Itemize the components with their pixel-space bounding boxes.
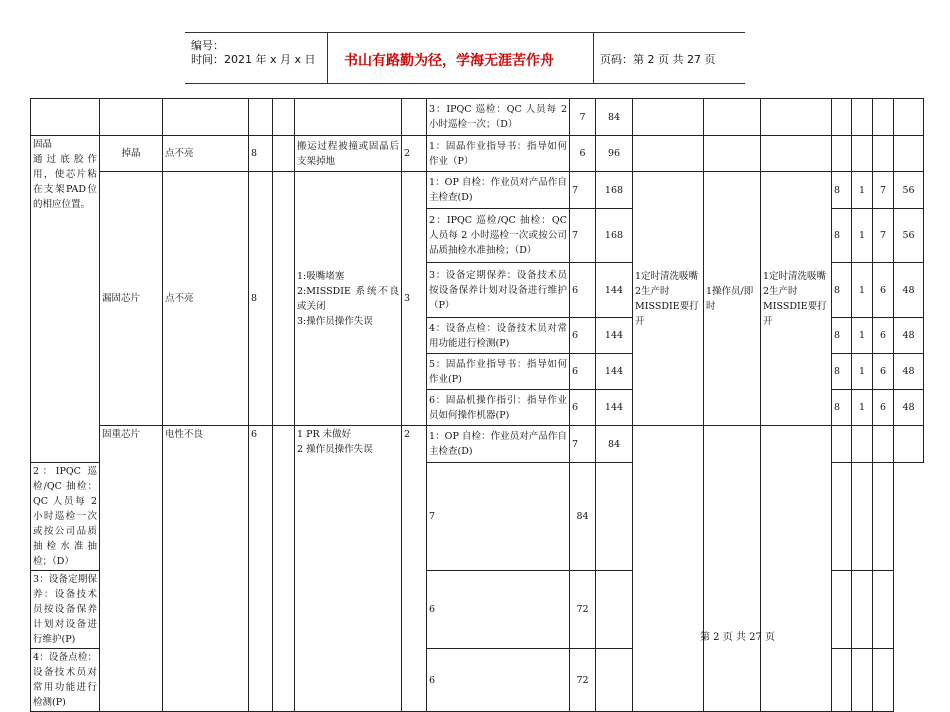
new-occurrence-cell: 1 bbox=[852, 390, 873, 426]
page-label: 页码：第 2 页 共 27 页 bbox=[600, 53, 716, 66]
header-page-cell bbox=[594, 33, 744, 83]
control-cell: 2：IPQC 巡检/QC 抽检：QC 人员每 2 小时巡检一次或按公司品质抽检水准抽检；（D） bbox=[427, 209, 570, 263]
cause-cell: 1 PR 未做好 2 操作员操作失误 bbox=[295, 426, 402, 712]
detection-cell: 7 bbox=[427, 463, 570, 571]
page-header bbox=[185, 32, 745, 84]
new-severity-cell: 8 bbox=[832, 209, 852, 263]
function-cell: 固晶 通过底胶作用，使芯片粘在支架PAD位的相应位置。 bbox=[31, 136, 100, 463]
table-row bbox=[31, 172, 924, 209]
severity-cell: 8 bbox=[249, 172, 273, 426]
new-detection-cell: 6 bbox=[873, 263, 894, 318]
control-cell: 1：OP 自检：作业员对产品作自主检查(D) bbox=[427, 172, 570, 209]
rpn-cell: 168 bbox=[596, 209, 633, 263]
recommended-action-cell: 1定时清洗吸嘴 2生产时MISSDIE要打开 bbox=[633, 172, 704, 426]
header-meta bbox=[185, 33, 328, 83]
new-occurrence-cell: 1 bbox=[852, 354, 873, 390]
new-occurrence-cell: 1 bbox=[852, 263, 873, 318]
detection-cell: 7 bbox=[570, 426, 596, 463]
new-severity-cell: 8 bbox=[832, 354, 852, 390]
new-detection-cell: 7 bbox=[873, 209, 894, 263]
detection-cell: 6 bbox=[570, 263, 596, 318]
rpn-cell: 144 bbox=[596, 390, 633, 426]
detection-cell: 6 bbox=[570, 136, 596, 172]
new-rpn-cell: 56 bbox=[894, 172, 924, 209]
effect-cell: 点不亮 bbox=[163, 172, 249, 426]
new-severity-cell: 8 bbox=[832, 318, 852, 354]
control-cell: 3：IPQC 巡检：QC 人员每 2 小时巡检一次；（D） bbox=[427, 99, 570, 136]
detection-cell: 7 bbox=[570, 209, 596, 263]
action-taken-cell: 1定时清洗吸嘴 2生产时MISSDIE要打开 bbox=[761, 172, 832, 426]
detection-cell: 7 bbox=[570, 172, 596, 209]
rpn-cell: 84 bbox=[596, 99, 633, 136]
rpn-cell: 144 bbox=[596, 318, 633, 354]
rpn-cell: 144 bbox=[596, 263, 633, 318]
failure-mode-cell: 漏固芯片 bbox=[100, 172, 163, 426]
control-cell: 1：固晶作业指导书：指导如何作业（P） bbox=[427, 136, 570, 172]
occurrence-cell: 2 bbox=[402, 136, 427, 172]
cause-cell: 搬运过程被撞或固晶后支架掉地 bbox=[295, 136, 402, 172]
severity-cell: 6 bbox=[249, 426, 273, 712]
detection-cell: 6 bbox=[570, 354, 596, 390]
failure-mode-cell: 掉晶 bbox=[100, 136, 163, 172]
new-rpn-cell: 48 bbox=[894, 390, 924, 426]
rpn-cell: 84 bbox=[596, 426, 633, 463]
new-severity-cell: 8 bbox=[832, 172, 852, 209]
new-rpn-cell: 48 bbox=[894, 263, 924, 318]
effect-cell: 电性不良 bbox=[163, 426, 249, 712]
number-label: 编号： bbox=[191, 39, 224, 52]
rpn-cell: 96 bbox=[596, 136, 633, 172]
new-occurrence-cell: 1 bbox=[852, 318, 873, 354]
table-row bbox=[31, 99, 924, 136]
control-cell: 6：固晶机操作指引：指导作业员如何操作机器(P) bbox=[427, 390, 570, 426]
rpn-cell: 72 bbox=[570, 649, 596, 712]
control-cell: 5：固晶作业指导书：指导如何作业(P) bbox=[427, 354, 570, 390]
new-severity-cell: 8 bbox=[832, 390, 852, 426]
table-row bbox=[31, 136, 924, 172]
detection-cell: 6 bbox=[427, 571, 570, 649]
new-occurrence-cell: 1 bbox=[852, 172, 873, 209]
occurrence-cell: 3 bbox=[402, 172, 427, 426]
new-rpn-cell: 56 bbox=[894, 209, 924, 263]
detection-cell: 6 bbox=[427, 649, 570, 712]
rpn-cell: 144 bbox=[596, 354, 633, 390]
motto: 书山有路勤为径，学海无涯苦作舟 bbox=[344, 53, 554, 69]
new-occurrence-cell: 1 bbox=[852, 209, 873, 263]
rpn-cell: 84 bbox=[570, 463, 596, 571]
effect-cell: 点不亮 bbox=[163, 136, 249, 172]
control-cell: 1：OP 自检：作业员对产品作自主检查(D) bbox=[427, 426, 570, 463]
rpn-cell: 72 bbox=[570, 571, 596, 649]
new-rpn-cell: 48 bbox=[894, 318, 924, 354]
page-footer: 第 2 页 共 27 页 bbox=[700, 632, 775, 643]
control-cell: 4：设备点检：设备技术员对常用功能进行检测(P) bbox=[427, 318, 570, 354]
header-motto-cell bbox=[328, 33, 594, 83]
new-rpn-cell: 48 bbox=[894, 354, 924, 390]
occurrence-cell: 2 bbox=[402, 426, 427, 712]
new-detection-cell: 6 bbox=[873, 390, 894, 426]
fmea-table bbox=[30, 98, 924, 712]
time-label: 时间：2021 年 x 月 x 日 bbox=[191, 53, 316, 66]
control-cell: 4：设备点检：设备技术员对常用功能进行检测(P) bbox=[31, 649, 100, 712]
owner-cell: 1操作员/即时 bbox=[704, 172, 761, 426]
new-detection-cell: 6 bbox=[873, 318, 894, 354]
control-cell: 3：设备定期保养：设备技术员按设备保养计划对设备进行维护(P) bbox=[31, 571, 100, 649]
table-row bbox=[31, 426, 924, 463]
control-cell: 2：IPQC 巡检/QC 抽检：QC 人员每 2 小时巡检一次或按公司品质抽检水准抽检；（D） bbox=[31, 463, 100, 571]
new-severity-cell: 8 bbox=[832, 263, 852, 318]
new-detection-cell: 7 bbox=[873, 172, 894, 209]
detection-cell: 6 bbox=[570, 318, 596, 354]
new-detection-cell: 6 bbox=[873, 354, 894, 390]
control-cell: 3：设备定期保养：设备技术员按设备保养计划对设备进行维护（P） bbox=[427, 263, 570, 318]
detection-cell: 6 bbox=[570, 390, 596, 426]
rpn-cell: 168 bbox=[596, 172, 633, 209]
cause-cell: 1:吸嘴堵塞 2:MISSDIE 系统不良或关闭 3:操作员操作失误 bbox=[295, 172, 402, 426]
severity-cell: 8 bbox=[249, 136, 273, 172]
detection-cell: 7 bbox=[570, 99, 596, 136]
failure-mode-cell: 固重芯片 bbox=[100, 426, 163, 712]
